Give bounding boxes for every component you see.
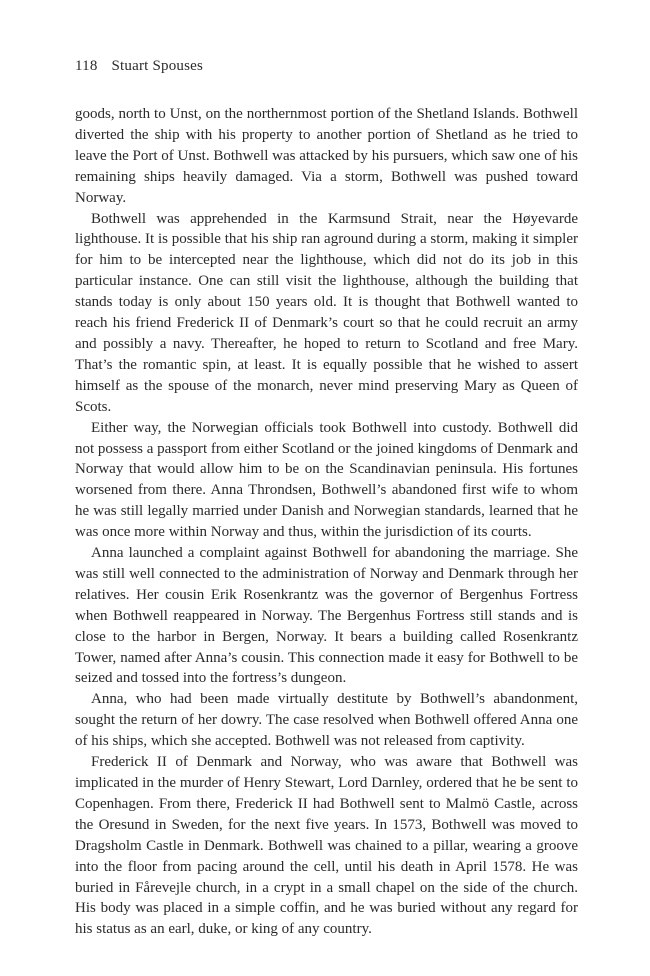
paragraph: Frederick II of Denmark and Norway, who was aware that Bothwell was implicated in the murder of Henry Stewart, Lord Darnley, ordered that he be sent to Copenhagen. From there, Frederick II had Bothwell sent to Malmö Castle, across the Oresund in Sweden, for the next five years. In 1573, Bothwell was moved to Dragsholm Castle in Denmark. Bothwell was chained to a pillar, wearing a groove into the floor from pacing around the cell, until his death in April 1578. He was buried in Fårevejle church, in a crypt in a small chapel on the side of the church. His body was placed in a simple coffin, and he was buried without any regard for his status as an earl, duke, or king of any country. [75, 754, 578, 938]
paragraph-continued: goods, north to Unst, on the northernmost portion of the Shetland Islands. Bothwell diverted the ship with his property to another portion of Shetland as he tried to leave the Port of Unst. Bothwell was attacked by his pursuers, which saw one of his remaining ships heavily damaged. Via a storm, Bothwell was pushed toward Norway. [75, 106, 578, 206]
paragraph: Anna launched a complaint against Bothwell for abandoning the marriage. She was still well connected to the administration of Norway and Denmark through her relatives. Her cousin Erik Rosenkrantz was the governor of Bergenhus Fortress when Bothwell reappeared in Norway. The Bergenhus Fortress still stands and is close to the harbor in Bergen, Norway. It bears a building called Rosenkrantz Tower, named after Anna’s cousin. This connection made it easy for Bothwell to be seized and tossed into the fortress’s dungeon. [75, 545, 578, 687]
book-page [75, 56, 578, 940]
paragraph: Either way, the Norwegian officials took Bothwell into custody. Bothwell did not possess a passport from either Scotland or the joined kingdoms of Denmark and Norway that would allow him to be on the Scandinavian peninsula. His fortunes worsened from there. Anna Throndsen, Bothwell’s abandoned first wife to whom he was still legally married under Danish and Norwegian standards, learned that he was once more within Norway and thus, within the jurisdiction of its courts. [75, 419, 578, 541]
paragraph: Anna, who had been made virtually destitute by Bothwell’s abandonment, sought the return of her dowry. The case resolved when Bothwell offered Anna one of his ships, which she accepted. Bothwell was not released from captivity. [75, 691, 578, 750]
paragraph: Bothwell was apprehended in the Karmsund Strait, near the Høyevarde lighthouse. It is possible that his ship ran aground during a storm, making it simpler for him to be intercepted near the lighthouse, which did not do its job in this particular instance. One can still visit the lighthouse, although the building that stands today is only about 150 years old. It is thought that Bothwell wanted to reach his friend Frederick II of Denmark’s court so that he could recruit an army and possibly a navy. Thereafter, he hoped to return to Scotland and free Mary. That’s the romantic spin, at least. It is equally possible that he wished to assert himself as the spouse of the monarch, never mind preserving Mary as Queen of Scots. [75, 210, 578, 415]
running-header [75, 56, 578, 76]
body-text [75, 104, 578, 940]
running-title: Stuart Spouses [111, 58, 204, 74]
page-number: 118 [75, 58, 98, 74]
